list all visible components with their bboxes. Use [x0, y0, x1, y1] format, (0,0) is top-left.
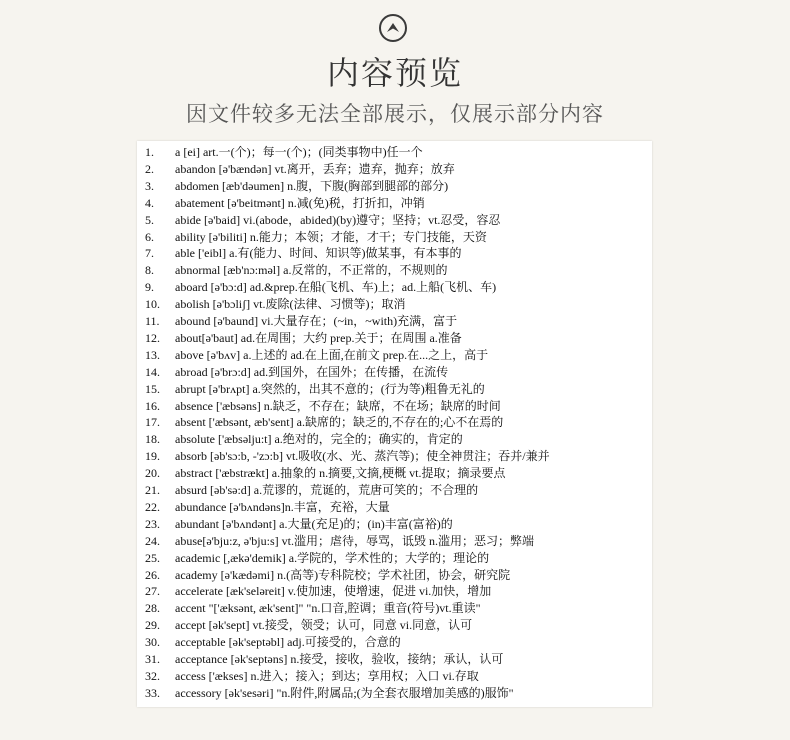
- entry-number: 26.: [145, 567, 160, 582]
- entry-text: absurd [əb'sə:d] a.荒谬的，荒诞的，荒唐可笑的；不合理的: [175, 483, 479, 497]
- preview-title: 内容预览: [326, 54, 463, 92]
- entry-number: 11.: [145, 314, 160, 328]
- entry-number: 28.: [145, 601, 160, 616]
- entry-text: abolish [ə'bɔliʃ] vt.废除(法律、习惯等)；取消: [175, 297, 406, 312]
- entry-text: acceptance [ək'septəns] n.接受，接收，验收，接纳；承认，认可: [175, 652, 504, 666]
- entry-number: 18.: [145, 432, 160, 447]
- entry-number: 23.: [145, 516, 160, 531]
- entry-number: 25.: [145, 550, 160, 565]
- entry-text: about[ə'baut] ad.在周围；大约 prep.关于；在周围 a.准备: [175, 330, 462, 345]
- entry-number: 16.: [145, 398, 160, 413]
- entry-text: accelerate [æk'seləreit] v.使加速，使增速，促进 vi.加快，增加: [175, 584, 492, 599]
- entry-text: abroad [ə'brɔ:d] ad.到国外，在国外；在传播，在流传: [175, 364, 449, 379]
- entry-number: 22.: [145, 499, 160, 514]
- entry-text: abstract ['æbstrækt] a.抽象的 n.摘要,文摘,梗概 vt.提取；摘录要点: [175, 466, 506, 481]
- entry-text: abrupt [ə'brʌpt] a.突然的，出其不意的；(行为等)粗鲁无礼的: [175, 381, 485, 396]
- entry-text: abnormal [æb'nɔ:məl] a.反常的，不正常的，不规则的: [175, 263, 448, 278]
- entry-text: accent "['æksənt, æk'sent]" "n.口音,腔调；重音(符号)vt.重读": [175, 601, 481, 616]
- entry-text: absent ['æbsənt, æb'sent] a.缺席的；缺乏的,不存在的;心不在焉的: [175, 415, 504, 430]
- entry-number: 20.: [145, 466, 160, 481]
- entry-number: 19.: [145, 449, 160, 464]
- entry-number: 3.: [145, 178, 154, 193]
- entry-number: 30.: [145, 635, 160, 650]
- entry-text: above [ə'bʌv] a.上述的 ad.在上面,在前文 prep.在...之上，高于: [175, 347, 489, 362]
- entry-number: 27.: [145, 584, 160, 599]
- entry-number: 2.: [145, 161, 154, 176]
- entry-number: 6.: [145, 229, 154, 244]
- entry-number: 9.: [145, 280, 154, 295]
- entry-number: 14.: [145, 364, 160, 379]
- entry-text: accessory [ək'sesəri] "n.附件,附属品;(为全套衣服增加美感的)服饰": [175, 685, 514, 700]
- entry-text: accept [ək'sept] vt.接受，领受；认可，同意 vi.同意，认可: [175, 618, 473, 633]
- entry-text: abdomen [æb'dəumen] n.腹，下腹(胸部到腿部的部分): [175, 178, 449, 193]
- entry-number: 12.: [145, 330, 160, 345]
- entry-text: aboard [ə'bɔ:d] ad.&prep.在船(飞机、车)上；ad.上船(飞机、车): [175, 280, 497, 295]
- entry-number: 24.: [145, 533, 160, 548]
- entry-number: 32.: [145, 668, 160, 683]
- entry-number: 29.: [145, 618, 160, 633]
- entry-number: 33.: [145, 685, 160, 700]
- entry-text: acceptable [ək'septəbl] adj.可接受的，合意的: [175, 635, 401, 650]
- entry-number: 15.: [145, 381, 160, 396]
- entry-text: abundance [ə'bʌndəns]n.丰富，充裕，大量: [175, 499, 390, 514]
- entry-text: abuse[ə'bju:z, ə'bju:s] vt.滥用；虐待，辱骂，诋毁 n.滥用；恶习；弊端: [175, 533, 534, 548]
- entry-number: 10.: [145, 297, 160, 312]
- entry-text: absorb [əb'sɔ:b, -'zɔ:b] vt.吸收(水、光、蒸汽等)；使全神贯注；吞并/兼并: [175, 449, 550, 464]
- entry-number: 17.: [145, 415, 160, 430]
- entry-number: 5.: [145, 212, 154, 227]
- entry-number: 31.: [145, 652, 160, 666]
- entry-text: abundant [ə'bʌndənt] a.大量(充足)的；(in)丰富(富裕)的: [175, 516, 453, 531]
- entry-number: 4.: [145, 195, 154, 210]
- entry-number: 1.: [145, 145, 154, 159]
- entry-text: abide [ə'baid] vi.(abode，abided)(by)遵守；坚持；vt.忍受，容忍: [175, 212, 501, 227]
- entry-text: abatement [ə'beitmənt] n.减(免)税，打折扣，冲销: [175, 195, 425, 210]
- entry-text: access ['ækses] n.进入；接入；到达；享用权；入口 vi.存取: [175, 668, 479, 683]
- entry-text: academy [ə'kædəmi] n.(高等)专科院校；学术社团，协会，研究院: [175, 567, 511, 582]
- entry-number: 21.: [145, 483, 160, 497]
- preview-subtitle: 因文件较多无法全部展示，仅展示部分内容: [186, 102, 604, 126]
- document-page: [137, 141, 652, 707]
- entry-text: academic [,ækə'demik] a.学院的，学术性的；大学的；理论的: [175, 550, 490, 565]
- entry-text: ability [ə'biliti] n.能力；本领；才能，才干；专门技能，天资: [175, 229, 487, 244]
- entry-text: able ['eibl] a.有(能力、时间、知识等)做某事，有本事的: [175, 246, 462, 261]
- entry-text: a [ei] art.一(个)；每一(个)；(同类事物中)任一个: [175, 145, 423, 159]
- entry-text: absolute ['æbsəlju:t] a.绝对的，完全的；确实的，肯定的: [175, 432, 463, 447]
- entry-number: 7.: [145, 246, 154, 261]
- entry-text: abound [ə'baund] vi.大量存在；(~in，~with)充满，富于: [175, 314, 458, 328]
- preview-header: [0, 0, 790, 140]
- entry-number: 13.: [145, 347, 160, 362]
- entry-text: absence ['æbsəns] n.缺乏，不存在；缺席，不在场；缺席的时间: [175, 398, 501, 413]
- chevron-up-circle-icon: [379, 14, 407, 42]
- entry-number: 8.: [145, 263, 154, 278]
- entry-text: abandon [ə'bændən] vt.离开，丢弃；遗弃，抛弃；放弃: [175, 161, 455, 176]
